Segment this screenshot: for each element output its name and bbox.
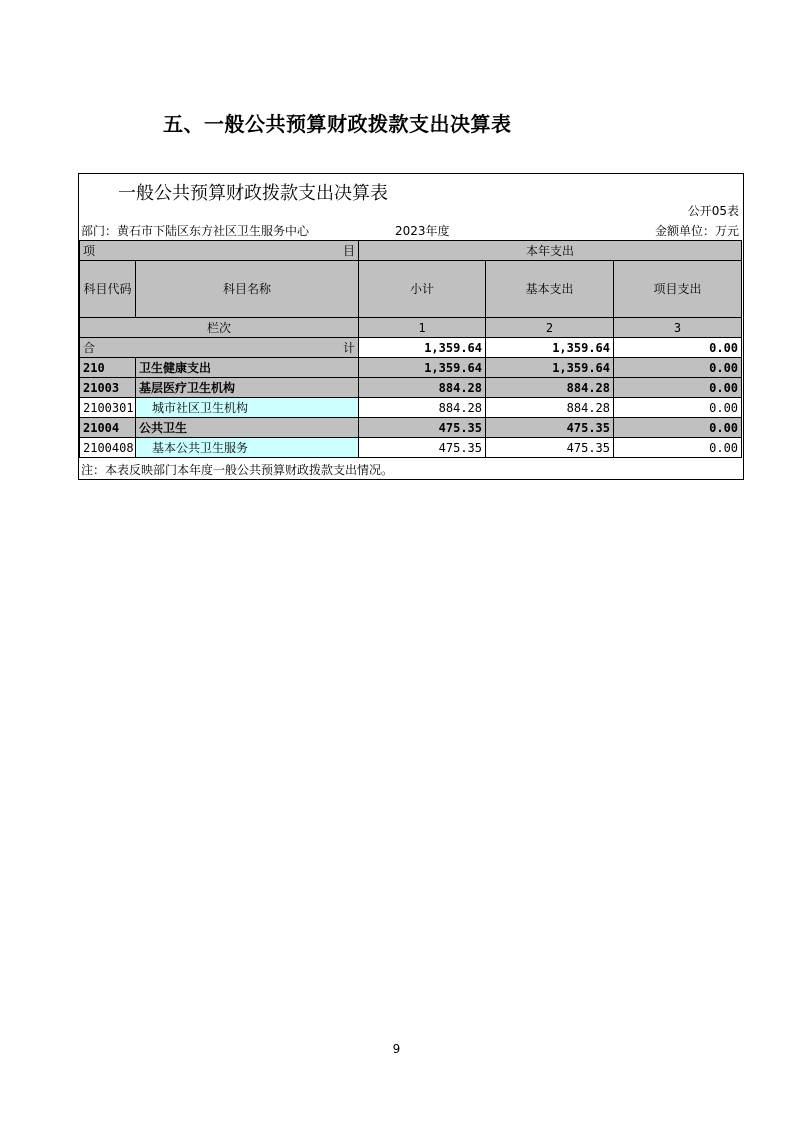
row-code: 210 [80,358,136,378]
row-subtotal: 475.35 [359,438,486,458]
code-header: 科目代码 [80,261,136,318]
row-code: 21004 [80,418,136,438]
expenditure-table [79,240,742,458]
row-subtotal: 1,359.64 [359,358,486,378]
column-index-2: 2 [486,318,614,338]
row-subtotal: 884.28 [359,378,486,398]
row-basic: 1,359.64 [486,358,614,378]
row-name: 卫生健康支出 [136,358,359,378]
page-number: 9 [392,1042,401,1056]
table-row [80,398,742,418]
form-number: 公开05表 [687,204,739,218]
row-project: 0.00 [614,438,742,458]
row-basic: 884.28 [486,398,614,418]
row-code: 2100301 [80,398,136,418]
table-note: 注：本表反映部门本年度一般公共预算财政拨款支出情况。 [81,463,394,477]
column-index-3: 3 [614,318,742,338]
row-subtotal: 884.28 [359,398,486,418]
row-project: 0.00 [614,398,742,418]
project-header: 项目支出 [614,261,742,318]
total-row [80,338,742,358]
row-name: 基本公共卫生服务 [136,438,359,458]
row-basic: 475.35 [486,418,614,438]
row-name: 公共卫生 [136,418,359,438]
table-row [80,438,742,458]
item-header [80,241,359,261]
table-title: 一般公共预算财政拨款支出决算表 [118,183,388,204]
unit-label: 金额单位：万元 [654,224,739,238]
item-header-left: 项 [83,243,96,258]
current-year-spending-header: 本年支出 [359,241,742,261]
row-project: 0.00 [614,378,742,398]
total-basic: 1,359.64 [486,338,614,358]
column-index-label: 栏次 [80,318,359,338]
total-label-right: 计 [342,340,355,355]
row-project: 0.00 [614,358,742,378]
row-subtotal: 475.35 [359,418,486,438]
row-project: 0.00 [614,418,742,438]
row-code: 21003 [80,378,136,398]
row-basic: 475.35 [486,438,614,458]
page-title: 五、一般公共预算财政拨款支出决算表 [163,112,512,136]
column-index-1: 1 [359,318,486,338]
total-project: 0.00 [614,338,742,358]
total-label [80,338,359,358]
year-label: 2023年度 [395,224,450,238]
row-name: 城市社区卫生机构 [136,398,359,418]
name-header: 科目名称 [136,261,359,318]
row-basic: 884.28 [486,378,614,398]
table-row [80,378,742,398]
table-row [80,358,742,378]
subtotal-header: 小计 [359,261,486,318]
table-row [80,418,742,438]
basic-header: 基本支出 [486,261,614,318]
department-label: 部门：黄石市下陆区东方社区卫生服务中心 [81,224,310,238]
total-label-left: 合 [83,340,96,355]
row-code: 2100408 [80,438,136,458]
total-subtotal: 1,359.64 [359,338,486,358]
row-name: 基层医疗卫生机构 [136,378,359,398]
item-header-right: 目 [342,243,355,258]
